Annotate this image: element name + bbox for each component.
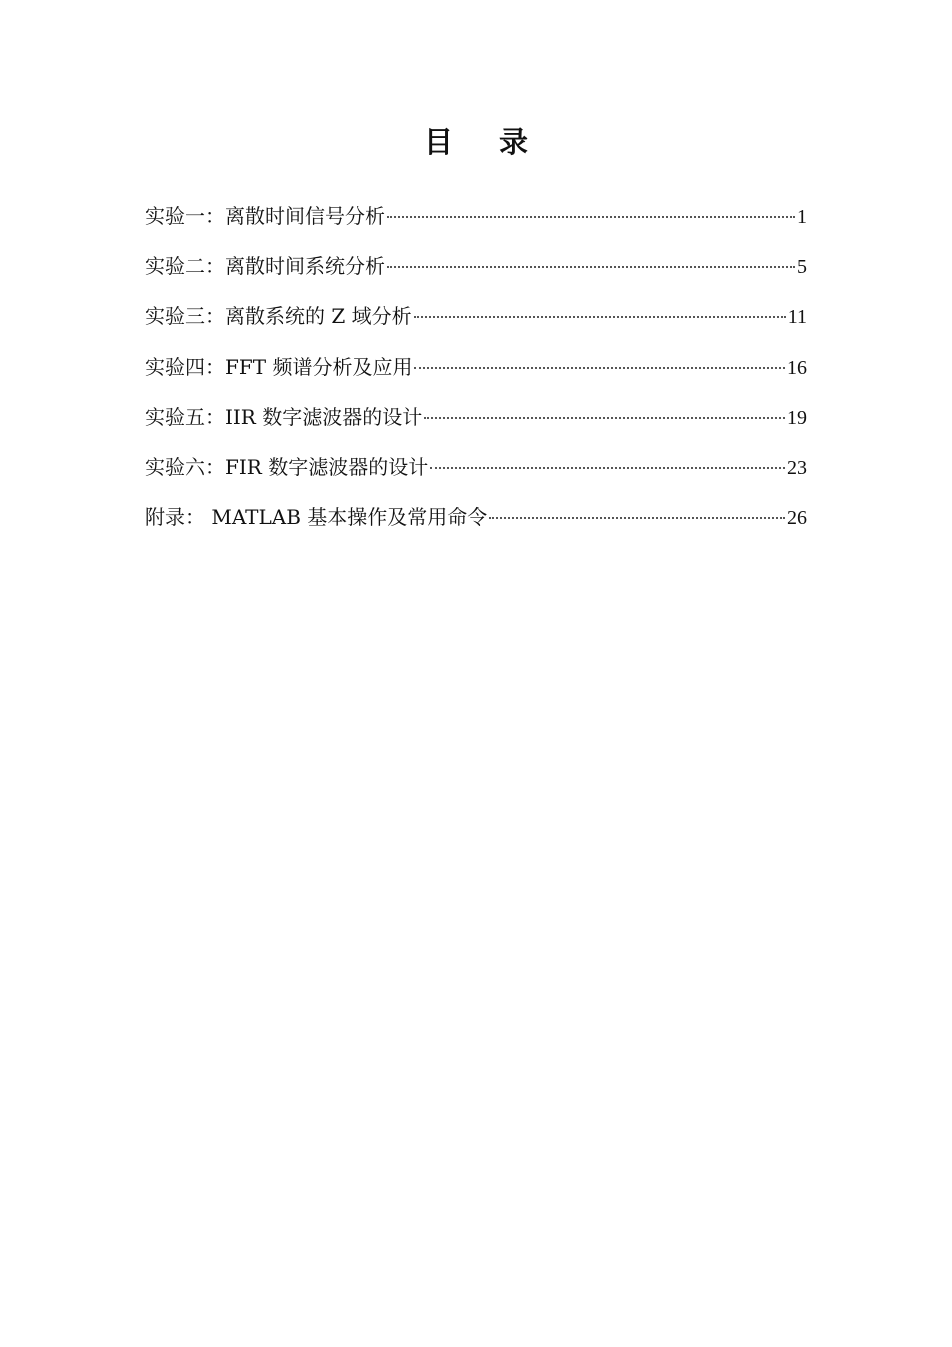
toc-page-number: 23 [787, 456, 807, 479]
toc-entry-title: 实验四：FFT 频谱分析及应用 [145, 354, 413, 379]
toc-entry-title: 附录： MATLAB 基本操作及常用命令 [145, 505, 488, 530]
table-of-contents [145, 196, 807, 547]
toc-dot-leader [387, 216, 795, 218]
toc-entry[interactable] [145, 196, 807, 246]
toc-entry[interactable] [145, 246, 807, 296]
toc-page-number: 26 [787, 507, 807, 530]
toc-page-number: 19 [787, 406, 807, 429]
page-title: 目 录 [423, 125, 547, 159]
toc-entry-title: 实验三：离散系统的 Z 域分析 [145, 304, 412, 329]
toc-entry[interactable] [145, 347, 807, 397]
toc-page-number: 16 [787, 356, 807, 379]
toc-entry-title: 实验五：IIR 数字滤波器的设计 [145, 404, 423, 429]
toc-dot-leader [387, 266, 795, 268]
toc-entry[interactable] [145, 397, 807, 447]
toc-dot-leader [414, 367, 785, 369]
toc-entry[interactable] [145, 497, 807, 547]
toc-dot-leader [424, 417, 785, 419]
toc-page-number: 11 [787, 306, 807, 329]
toc-dot-leader [414, 316, 786, 318]
toc-entry[interactable] [145, 296, 807, 346]
toc-entry-title: 实验六：FIR 数字滤波器的设计 [145, 454, 429, 479]
toc-page-number: 5 [797, 256, 807, 279]
toc-dot-leader [430, 467, 785, 469]
toc-entry[interactable] [145, 447, 807, 497]
toc-dot-leader [489, 517, 785, 519]
toc-page-number: 1 [797, 206, 807, 228]
toc-entry-title: 实验二：离散时间系统分析 [145, 254, 385, 279]
toc-entry-title: 实验一：离散时间信号分析 [145, 204, 385, 228]
